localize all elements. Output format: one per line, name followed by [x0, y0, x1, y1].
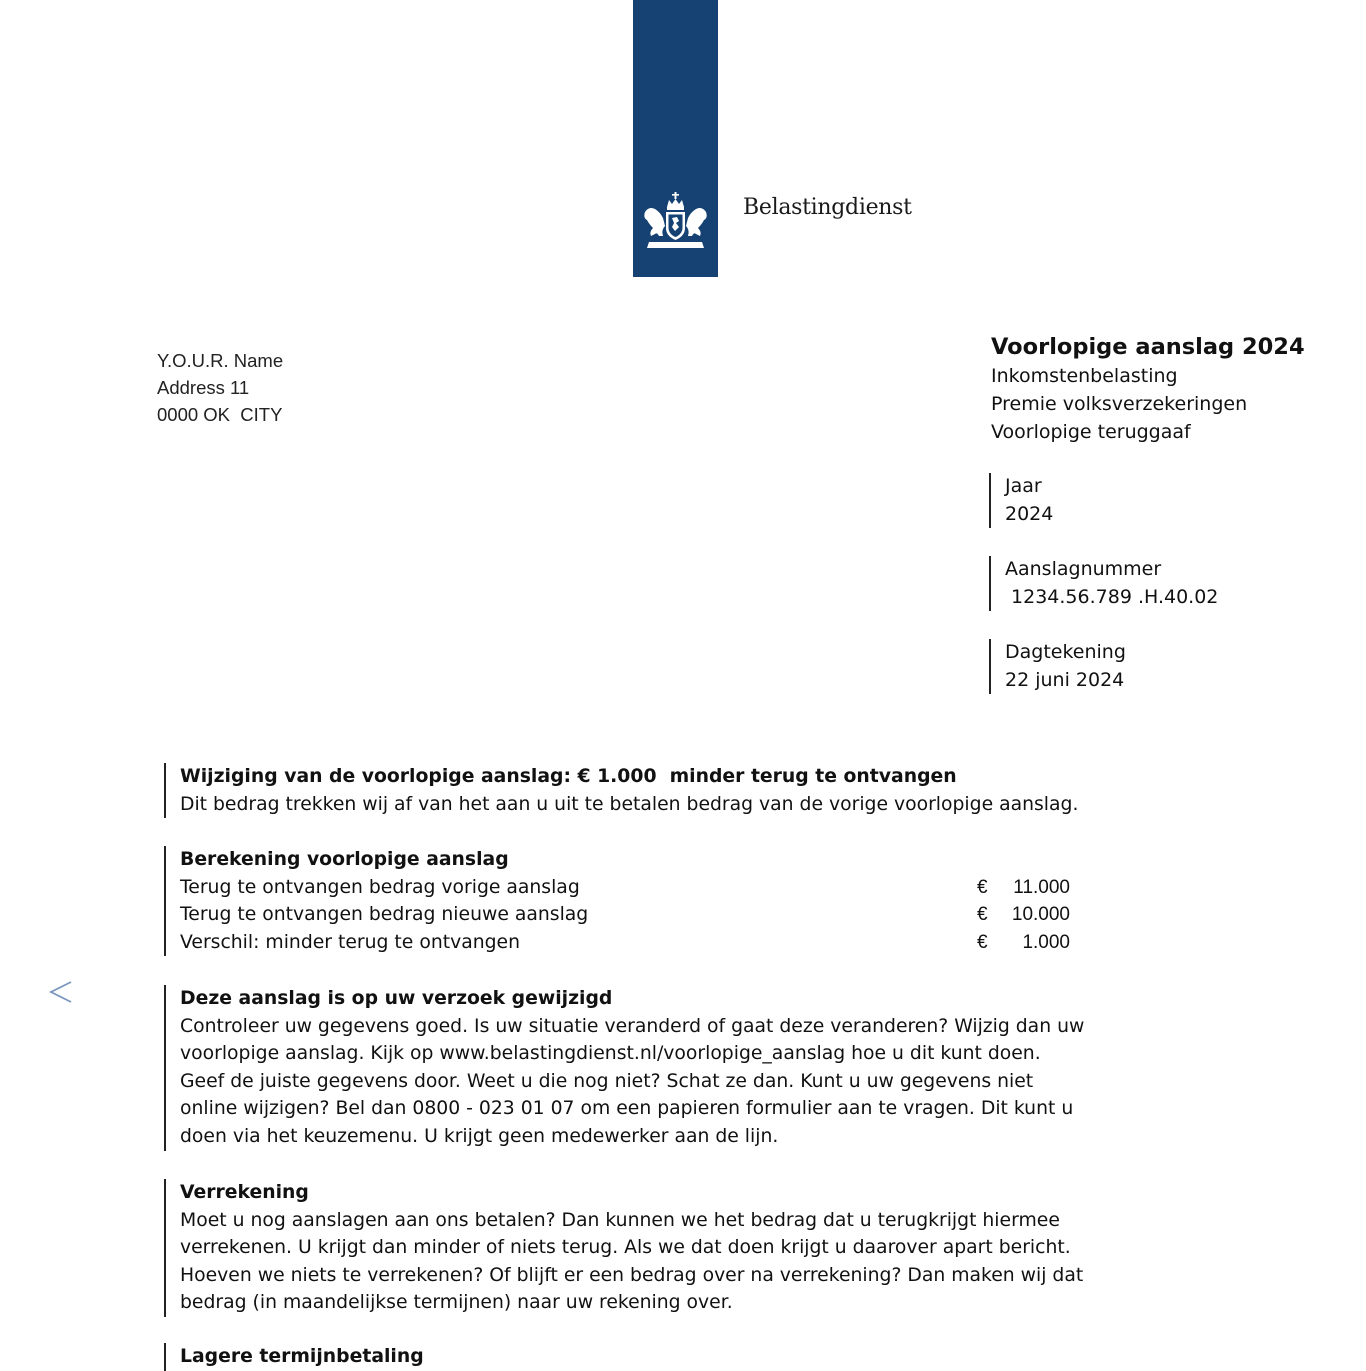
- meta-field-value: 2024: [1005, 502, 1054, 525]
- document-subtitle: Premie volksverzekeringen: [991, 393, 1248, 415]
- currency-symbol: €: [977, 876, 988, 898]
- section-heading: Verrekening: [180, 1182, 309, 1203]
- section-line: verrekenen. U krijgt dan minder of niets terug. Als we dat doen krijgt u daarover apart bericht.: [180, 1237, 1071, 1259]
- document-title: Voorlopige aanslag 2024: [991, 334, 1305, 360]
- crest-icon: [639, 190, 712, 254]
- recipient-street: Address 11: [157, 377, 250, 398]
- currency-symbol: €: [977, 904, 988, 926]
- meta-field-assessment-number: [989, 556, 1218, 611]
- document-subtitle: Inkomstenbelasting: [991, 365, 1178, 387]
- currency-symbol: €: [977, 931, 988, 953]
- calculation-label: Terug te ontvangen bedrag nieuwe aanslag: [180, 904, 589, 926]
- section-lower-installment: [164, 1343, 424, 1371]
- section-body: Dit bedrag trekken wij af van het aan u uit te betalen bedrag van de vorige voorlopige aanslag.: [180, 793, 1079, 815]
- section-heading: Deze aanslag is op uw verzoek gewijzigd: [180, 988, 613, 1009]
- section-heading: Berekening voorlopige aanslag: [180, 849, 509, 870]
- calculation-amount: 11.000: [1013, 876, 1070, 898]
- calculation-row: [180, 901, 1080, 929]
- section-line: Controleer uw gegevens goed. Is uw situatie veranderd of gaat deze veranderen? Wijzig dan uw: [180, 1015, 1085, 1037]
- meta-field-label: Dagtekening: [1005, 641, 1126, 663]
- section-line: online wijzigen? Bel dan 0800 - 023 01 07 om een papieren formulier aan te vragen. Dit kunt u: [180, 1098, 1074, 1120]
- calculation-amount: 10.000: [1011, 904, 1070, 926]
- section-change: [164, 763, 1200, 818]
- section-heading: Lagere termijnbetaling: [180, 1346, 424, 1367]
- meta-field-value: 1234.56.789 .H.40.02: [1005, 585, 1219, 608]
- section-line: Hoeven we niets te verrekenen? Of blijft er een bedrag over na verrekening? Dan maken wij dat: [180, 1264, 1084, 1286]
- document-subtitle: Voorlopige teruggaaf: [991, 421, 1191, 443]
- recipient-address: [157, 347, 283, 428]
- meta-field-year: [989, 473, 1053, 528]
- recipient-name: Y.O.U.R. Name: [157, 350, 284, 371]
- section-line: doen via het keuzemenu. U krijgt geen medewerker aan de lijn.: [180, 1125, 779, 1147]
- calculation-row: [180, 874, 1080, 902]
- calculation-row: [180, 929, 1080, 957]
- meta-field-value: 22 juni 2024: [1005, 668, 1125, 691]
- meta-field-date: [989, 639, 1126, 694]
- section-request: [164, 985, 1200, 1151]
- calculation-amount: 1.000: [1022, 931, 1070, 953]
- meta-field-label: Aanslagnummer: [1005, 558, 1162, 580]
- section-line: bedrag (in maandelijkse termijnen) naar uw rekening over.: [180, 1292, 733, 1314]
- recipient-postal-city: 0000 OK CITY: [157, 404, 283, 425]
- logo-bar: [633, 0, 718, 277]
- calculation-label: Verschil: minder terug te ontvangen: [180, 931, 520, 953]
- document-meta: [991, 332, 1305, 446]
- section-settlement: [164, 1179, 1200, 1317]
- brand-name: Belastingdienst: [743, 195, 912, 220]
- section-heading: Wijziging van de voorlopige aanslag: € 1.000 minder terug te ontvangen: [180, 766, 957, 787]
- section-calculation: [164, 846, 1080, 956]
- section-line: Geef de juiste gegevens door. Weet u die nog niet? Schat ze dan. Kunt u uw gegevens niet: [180, 1070, 1034, 1092]
- meta-field-label: Jaar: [1005, 475, 1042, 497]
- back-button[interactable]: [46, 977, 76, 1007]
- section-line: Moet u nog aanslagen aan ons betalen? Dan kunnen we het bedrag dat u terugkrijgt hiermee: [180, 1209, 1060, 1231]
- chevron-left-icon: [46, 977, 76, 1007]
- calculation-label: Terug te ontvangen bedrag vorige aanslag: [180, 876, 580, 898]
- section-line: voorlopige aanslag. Kijk op www.belastingdienst.nl/voorlopige_aanslag hoe u dit kunt doen.: [180, 1043, 1041, 1065]
